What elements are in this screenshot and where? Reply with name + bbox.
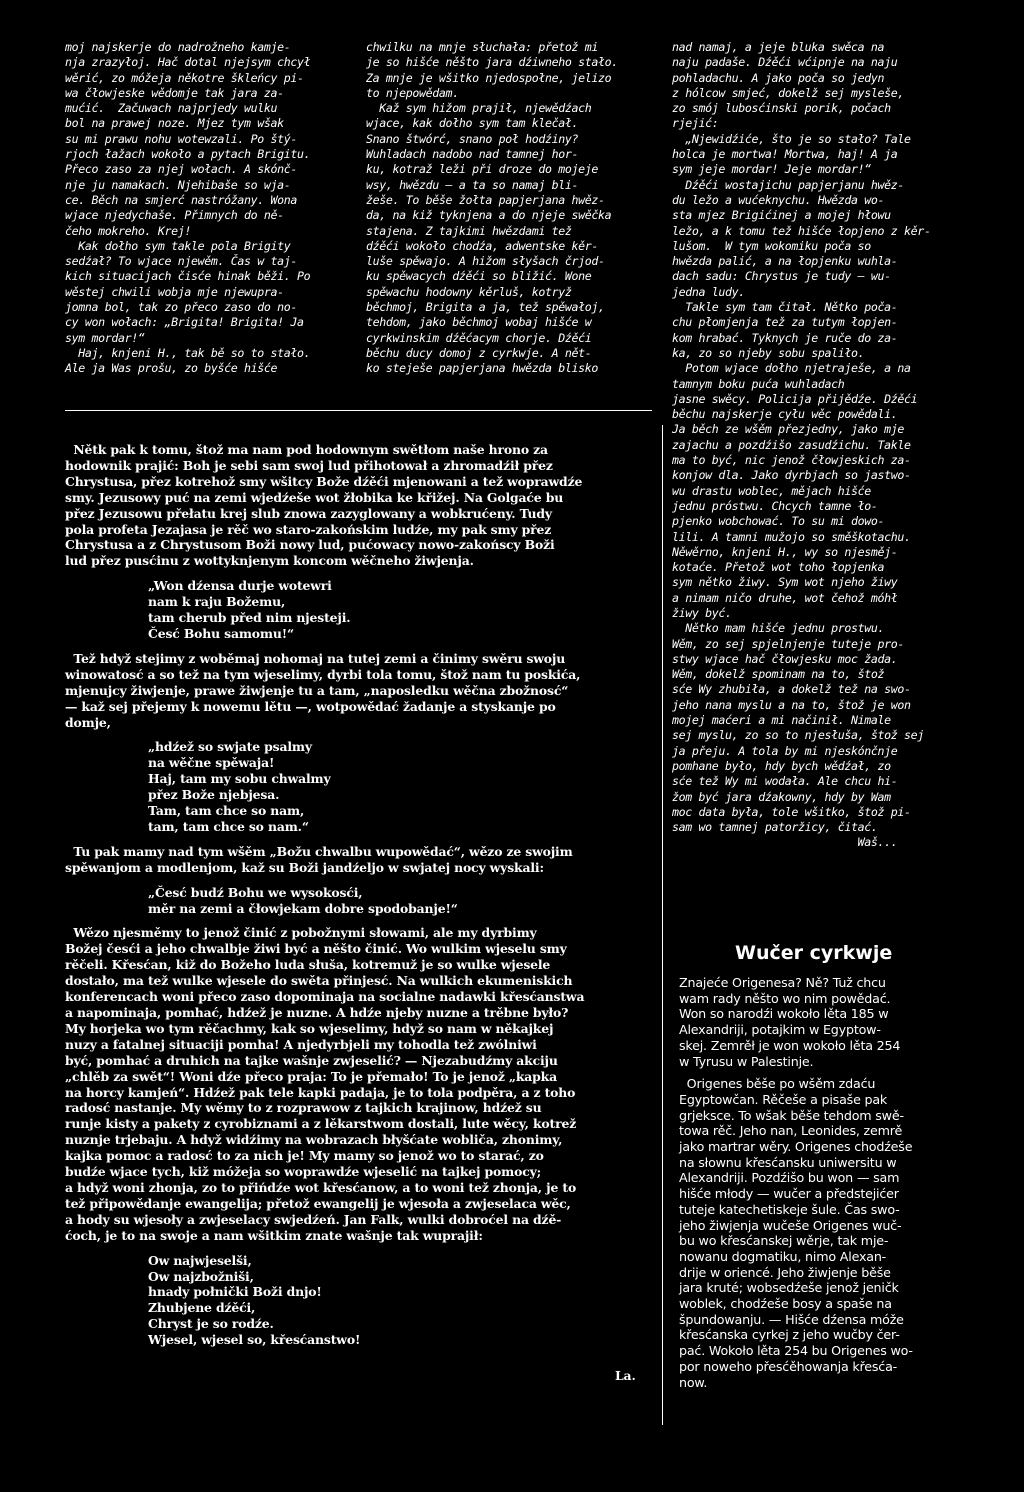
text-line: kajka pomoc a radosć to za nich je! My mamy so jenož wo to starać, zo xyxy=(65,1148,544,1164)
text-line: ku, kotraž leži při droze do mojeje xyxy=(366,162,599,177)
text-line: Takle sym tam čitał. Nětko poča- xyxy=(672,300,898,315)
text-line: Chrystusa a z Chrystusom Boži nowy lud, pućowacy nowo-zakońscy Boži xyxy=(65,537,555,553)
text-line: rjejić: xyxy=(672,116,719,131)
main-verse-2 xyxy=(65,739,655,834)
text-line: nad namaj, a jeje bluka swěca na xyxy=(672,40,885,54)
text-line: sym mordar!“ xyxy=(65,330,145,345)
text-line: Wěm, dokelž spominam na to, štož xyxy=(672,667,885,682)
text-line: a hody su wjesoły a zwjeselacy swjedźeń. Jan Falk, wulki dobroćel na dźě- xyxy=(65,1211,562,1227)
text-line: mjenujcy žiwjenje, prawe žiwjenje tu a tam, „naposledku wěčna zbožnosć“ xyxy=(65,682,569,698)
text-line: mućić. Začuwach najprjedy wulku xyxy=(65,101,278,116)
text-line: tam cherub před nim njesteji. xyxy=(148,610,351,626)
text-line: wěstej chwili wobja mje njewupra- xyxy=(65,284,284,299)
text-line: kich situacijach čisće hinak běži. Po xyxy=(65,269,311,284)
text-line: Česć Bohu samomu!“ xyxy=(148,625,295,641)
text-line: Ow najzbožniši, xyxy=(148,1268,254,1284)
text-line: bu wo křesćanskej wěrje, tak mje- xyxy=(679,1233,889,1249)
text-line: tuteje katechetiskeje šule. Čas swo- xyxy=(679,1201,900,1217)
text-line: Snano štwórć, snano poł hodźiny? xyxy=(366,131,579,146)
text-line: holca je mortwa! Mortwa, haj! A ja xyxy=(672,147,898,162)
text-line: sej myslu, zo so to njesłuša, štož sej xyxy=(672,728,924,743)
main-paragraph-4 xyxy=(65,925,655,1243)
text-line: du ležo a wućeknychu. Hwězda wo- xyxy=(672,192,885,207)
text-line: runje kisty a pakety z cyrobiznami a z lěkarstwom dostali, lute wěcy, kotrež xyxy=(65,1116,577,1132)
text-line: a hdyž woni zhonja, zo to přińdźe wot křesćanow, a to woni tež zhonja, je to xyxy=(65,1179,577,1195)
text-line: přez Bože njebjesa. xyxy=(148,787,280,803)
text-line: „Won dźensa durje wotewri xyxy=(148,578,332,594)
text-line: Alexandriji, potajkim w Egyptow- xyxy=(679,1022,881,1038)
main-paragraph-2 xyxy=(65,651,655,731)
text-line: My horjeka wo tym rěčachmy, kak so wjeselimy, hdyž so nam w někajkej xyxy=(65,1020,554,1036)
text-line: chu płomjenja tež za tutym łopjen- xyxy=(672,315,898,330)
text-line: sym nětko žiwy. Sym wot njeho žiwy xyxy=(672,575,898,590)
text-line: pomhane było, hdy bych wědźał, zo xyxy=(672,758,891,773)
text-line: — kaž sej přejemy k nowemu lětu —, wotpowědać žadanje a styskanje po xyxy=(65,698,556,714)
text-line: stwy wjace hač čłowjesku moc žada. xyxy=(672,651,898,666)
text-line: dźěći wokoło chodźa, adwentske kěr- xyxy=(366,238,599,253)
text-line: budźe wjace tych, kiž móžeja so woprawdźe wjeselić na tajkej pomocy; xyxy=(65,1164,542,1180)
text-line: Nětk pak k tomu, štož ma nam pod hodownym swětłom naše hrono za xyxy=(65,442,548,457)
text-line: Zhubjene dźěći, xyxy=(148,1300,256,1316)
text-line: jedna ludy. xyxy=(672,284,745,299)
text-line: Nětko mam hišće jednu prostwu. xyxy=(672,621,885,636)
text-line: špundowanju. — Hišće dźensa móže xyxy=(679,1311,904,1327)
text-line: žeše. To běše žołta papjerjana hwěz- xyxy=(366,192,605,207)
text-line: winowatosć a so tež na tym wjeselimy, dyrbi tola tomu, štož nam tu poskića, xyxy=(65,666,581,682)
text-line: Waš... xyxy=(672,835,898,850)
vertical-divider xyxy=(662,425,663,1425)
text-line: spěwachu hodowny kěrluš, kotryž xyxy=(366,284,572,299)
text-line: Haj, tam my sobu chwalmy xyxy=(148,771,331,787)
text-line: ko steješe papjerjana hwězda blisko xyxy=(366,361,599,376)
text-line: ja přeju. A tola by mi njeskónčnje xyxy=(672,743,898,758)
text-line: Něwěrno, knjeni H., wy so njesměj- xyxy=(672,544,898,559)
text-line: sedźał? To wjace njewěm. Čas w taj- xyxy=(65,254,298,269)
main-verse-4 xyxy=(65,1253,655,1348)
text-line: Potom wjace dołho njetraješe, a na xyxy=(672,361,911,376)
text-line: wa čłowjeske wědomje tak jara za- xyxy=(65,85,284,100)
text-line: hišće młody — wučer a předstejićer xyxy=(679,1186,899,1202)
text-line: hodownik prajić: Boh je sebi sam swoj lud přihotował a zhromadźił přez xyxy=(65,457,553,473)
text-line: běchu najskerje cyłu wěc powědali. xyxy=(672,407,898,422)
text-line: na horcy kamjeń“. Hdźež pak tele kapki padaja, je to tola podpěra, a z toho xyxy=(65,1084,576,1100)
text-line: Znajeće Origenesa? Ně? Tuž chcu xyxy=(679,975,886,990)
text-line: jomna bol, tak zo přeco zaso do no- xyxy=(65,300,298,315)
text-line: „hdźež so swjate psalmy xyxy=(148,739,312,755)
text-line: ma to być, nic jenož čłowjeskich za- xyxy=(672,453,911,468)
article-heading: Wučer cyrkwje xyxy=(735,942,893,964)
text-line: Won so narodźi wokoło lěta 185 w xyxy=(679,1006,889,1022)
text-line: su mi prawu nohu wotewzali. Po štý- xyxy=(65,131,298,146)
text-line: zajachu a pozdźišo zasudźichu. Takle xyxy=(672,437,911,452)
column-middle-italic xyxy=(366,40,652,377)
text-line: kotaće. Přetož wot toho łopjenka xyxy=(672,560,885,575)
text-line: na słownu křesćansku uniwersitu w xyxy=(679,1154,897,1170)
text-line: grjeksce. To wšak běše tehdom swě- xyxy=(679,1107,904,1123)
text-line: na wěčne spěwaja! xyxy=(148,755,275,771)
text-line: ku spěwacych dźěći so bližić. Wone xyxy=(366,269,592,284)
text-line: dostało, ma tež wulke wjesele do swěta přinjesć. Na wulkich ekumeniskich xyxy=(65,973,573,989)
text-line: Chryst je so rodźe. xyxy=(148,1316,274,1332)
text-line: Ale ja Was prošu, zo byšće hišće xyxy=(65,361,278,376)
text-line: nja zrazyłoj. Hač dotal njejsym chcył xyxy=(65,55,311,70)
column-right-article xyxy=(679,975,969,1390)
text-line: nowanu dogmatiku, nimo Alexan- xyxy=(679,1248,887,1264)
column-right-italic xyxy=(672,40,967,851)
text-line: Tam, tam chce so nam, xyxy=(148,803,305,819)
text-line: spěwanjom a modlenjom, kaž su Boži jandźeljo w swjatej nocy wyskali: xyxy=(65,859,544,875)
text-line: rěčeli. Křesćan, kiž do Božeho luda słuša, kotremuž je so wulke wjesele xyxy=(65,957,551,973)
text-line: moc data była, tole wšitko, štož pi- xyxy=(672,804,911,819)
text-line: wu drastu woblec, mějach hišće xyxy=(672,483,871,498)
text-line: Alexandriji. Pozdźišo bu won — sam xyxy=(679,1170,900,1186)
text-line: por noweho přesćěhowanja křesća- xyxy=(679,1358,898,1374)
text-line: běchu ducy domoj z cyrkwje. A nět- xyxy=(366,345,592,360)
text-line: Ja běch ze wšěm přezjedny, jako mje xyxy=(672,422,905,437)
text-line: da, na kiž tyknjena a do njeje swěčka xyxy=(366,208,612,223)
horizontal-divider xyxy=(65,410,652,411)
text-line: „chlěb za swět“! Woni dźe přeco praja: To je přemało! To je jenož „kapka xyxy=(65,1068,557,1084)
text-line: hwězda palić, a na łopjenku wuhla- xyxy=(672,254,898,269)
text-line: pać. Wokoło lěta 254 bu Origenes wo- xyxy=(679,1343,913,1359)
text-line: radosć nastanje. My wěmy to z rozprawow z tajkich krajinow, hdźež su xyxy=(65,1100,542,1116)
text-line: žom być jara dźakowny, hdy by Wam xyxy=(672,789,891,804)
text-line: cy won wołach: „Brigita! Brigita! Ja xyxy=(65,315,304,330)
text-line: Tež hdyž stejimy z woběmaj nohomaj na tutej zemi a činimy swěru swoju xyxy=(65,650,566,666)
text-line: kom hrabać. Tyknych je ruče do za- xyxy=(672,330,898,345)
main-verse-1 xyxy=(65,578,655,642)
text-line: bol na prawej noze. Mjez tym wšak xyxy=(65,116,284,131)
text-line: přez Jezusowu přełatu krej slub znowa zazyglowany a wobkrućeny. Tudy xyxy=(65,505,552,521)
text-line: jara kruté; wobsedźeše jenož jeničk xyxy=(679,1280,899,1296)
text-line: Chrystusa, přez kotrehož smy wšitcy Bože dźěći mjenowani a tež woprawdźe xyxy=(65,473,583,489)
text-line: pohladachu. A jako poča so jedyn xyxy=(672,70,885,85)
text-line: wam rady něšto wo nim powědać. xyxy=(679,990,891,1006)
main-paragraph-1 xyxy=(65,442,655,569)
text-line: jasne swěcy. Policija přijědźe. Dźěći xyxy=(672,391,918,406)
text-line: nje ju namakach. Njehibaše so wja- xyxy=(65,177,291,192)
column-left-italic xyxy=(65,40,350,377)
text-line: Dźěći wostajichu papjerjanu hwěz- xyxy=(672,177,905,192)
text-line: woblek, chodźeše bosy a spaše na xyxy=(679,1296,892,1312)
text-line: lud přez pusćinu z wottyknjenym koncom wěčneho žiwjenja. xyxy=(65,553,474,569)
text-line: skej. Zemrěł je won wokoło lěta 254 xyxy=(679,1037,901,1053)
text-line: sće Wy zhubiła, a dokelž tež na swo- xyxy=(672,682,911,697)
text-line: Tu pak mamy nad tym wšěm „Božu chwalbu wupowědać“, wězo ze swojim xyxy=(65,843,573,859)
text-line: tamnym boku puća wuhladach xyxy=(672,376,845,391)
text-line: rjoch łažach wokoło a pytach Brigitu. xyxy=(65,147,311,162)
text-line: a nimam ničo druhe, wot čehož móhł xyxy=(672,590,898,605)
text-line: smy. Jezusowy puć na zemi wjedźeše wot žłobika ke křižej. Na Golgaće bu xyxy=(65,489,564,505)
text-line: pjenko wobchować. To su mi dowo- xyxy=(672,514,885,529)
text-line: nam k raju Božemu, xyxy=(148,594,286,610)
text-line: ka, zo so njeby sobu spaliło. xyxy=(672,345,865,360)
text-line: sće tež Wy mi wodała. Ale chcu hi- xyxy=(672,774,898,789)
text-line: tam, tam chce so nam.“ xyxy=(148,818,309,834)
text-line: Za mnje je wšitko njedospołne, jelizo xyxy=(366,70,612,85)
text-line: Wěm, zo sej spjelnjenje tuteje pro- xyxy=(672,636,905,651)
text-line: w Tyrusu w Palestinje. xyxy=(679,1053,814,1069)
text-line: Ow najwjeselši, xyxy=(148,1252,252,1268)
text-line: hnady połnički Boži dnjo! xyxy=(148,1284,322,1300)
text-line: konferencach woni přeco zaso dopominaja na socialne nadawki křesćanstwa xyxy=(65,989,585,1005)
author-signature: La. xyxy=(615,1368,636,1383)
text-line: sym jeje mordar! Jeje mordar!“ xyxy=(672,162,871,177)
text-line: pola profeta Jezajasa je rěč wo staro-zakońskim ludźe, my pak smy přez xyxy=(65,521,552,537)
text-line: Přeco zaso za njej wołach. A skónč- xyxy=(65,162,298,177)
text-line: luše spěwajo. A hižom słyšach črjod- xyxy=(366,254,605,269)
text-line: wěrić, zo móžeja někotre škleńcy pi- xyxy=(65,70,304,85)
text-line: jako martrar wěry. Origenes chodźeše xyxy=(679,1139,913,1155)
main-article xyxy=(65,442,655,1383)
text-line: zo smój lubosćinski porik, počach xyxy=(672,101,891,116)
text-line: konjow dla. Jako dyrbjach so jastwo- xyxy=(672,468,911,483)
text-line: Haj, knjeni H., tak bě so to stało. xyxy=(65,345,311,360)
text-line: ležo, a k tomu tež hišće łopjeno z kěr- xyxy=(672,223,931,238)
text-line: naju padaše. Dźěći wćipnje na naju xyxy=(672,55,898,70)
text-line: Egyptowčan. Rěčeše a pisaše pak xyxy=(679,1091,888,1107)
text-line: žiwy być. xyxy=(672,605,732,620)
text-line: čeho mokreho. Krej! xyxy=(65,223,191,238)
text-line: tež připowědanje ewangelija; přetož ewangelij je wjesoła a zwjeselaca wěc, xyxy=(65,1195,571,1211)
text-line: ce. Běch na smjerć nastróžany. Wona xyxy=(65,192,298,207)
text-line: měr na zemi a čłowjekam dobre spodobanje!“ xyxy=(148,900,458,916)
text-line: Kaž sym hižom prajił, njewědźach xyxy=(366,101,592,116)
text-line: Origenes běše po wšěm zdaću xyxy=(679,1076,876,1092)
text-line: jeho nana myslu a na to, štož je won xyxy=(672,697,911,712)
text-line: lušom. W tym wokomiku poča so xyxy=(672,238,871,253)
text-line: Wjesel, wjesel so, křesćanstwo! xyxy=(148,1332,361,1348)
text-line: stajena. Z tajkimi hwězdami tež xyxy=(366,223,572,238)
text-line: jednu próstwu. Chcych tamne ło- xyxy=(672,498,878,513)
text-line: nuzy a fatalnej situaciji pomha! A njedyrbjeli my tohodla tež zwólniwi xyxy=(65,1036,537,1052)
text-line: wsy, hwězdu — a ta so namaj bli- xyxy=(366,177,579,192)
text-line: chwilku na mnje słuchała: přetož mi xyxy=(366,40,599,54)
text-line: cyrkwinskim dźěćacym chorje. Dźěći xyxy=(366,330,592,345)
text-line: a napominaja, pomhać, hdźež je nuzne. A hdźe njeby nuzne a trěbne było? xyxy=(65,1005,569,1020)
text-line: wjace njedychaše. Přimnych do ně- xyxy=(65,208,284,223)
text-line: jeho žiwjenja wučeše Origenes wuč- xyxy=(679,1217,902,1233)
text-line: mojej maćeri a mi načinił. Nimale xyxy=(672,713,891,728)
text-line: to njepowědam. xyxy=(366,85,459,100)
text-line: „Česć budź Bohu we wysokosći, xyxy=(148,884,363,900)
text-line: być, pomhać a druhich na tajke wašnje zwjeselić? — Njezabudźmy akciju xyxy=(65,1052,558,1068)
text-line: towa rěč. Jeho nan, Leonides, zemrě xyxy=(679,1123,903,1139)
text-line: Wuhladach nadobo nad tamnej hor- xyxy=(366,147,579,162)
text-line: sam wo tamnej patoržicy, čitać. xyxy=(672,820,878,835)
text-line: Wězo njesměmy to jenož činić z pobožnymi słowami, ale my dyrbimy xyxy=(65,925,537,941)
text-line: z hólcow smjeć, dokelž sej mysleše, xyxy=(672,85,905,100)
text-line: moj najskerje do nadrožneho kamje- xyxy=(65,40,291,54)
text-line: now. xyxy=(679,1374,708,1390)
right-article-paragraph-1 xyxy=(679,975,969,1069)
text-line: sta mjez Brigićinej a mojej hłowu xyxy=(672,208,891,223)
text-line: „Njewidźiće, što je so stało? Tale xyxy=(672,131,911,146)
text-line: Božej česći a jeho chwalbje žiwi być a něšto činić. Wo wulkim wjeselu smy xyxy=(65,941,567,957)
text-line: běchmoj, Brigita a ja, tež spěwałoj, xyxy=(366,300,605,315)
text-line: wjace, kak dołho sym tam klečał. xyxy=(366,116,579,131)
text-line: Kak dołho sym takle pola Brigity xyxy=(65,238,291,253)
text-line: ćoch, je to na swoje a nam wšitkim znate wašnje tak wuprajił: xyxy=(65,1227,483,1243)
text-line: dach sadu: Chrystus je tudy — wu- xyxy=(672,269,891,284)
text-line: tehdom, jako běchmoj wobaj hišće w xyxy=(366,315,592,330)
text-line: drije w oriencé. Jeho žiwjenje běše xyxy=(679,1264,891,1280)
main-paragraph-3 xyxy=(65,844,655,876)
main-verse-3 xyxy=(65,885,655,917)
text-line: je so hišće něšto jara dźiwneho stało. xyxy=(366,55,618,70)
text-line: křesćanska cyrkej z jeho wučby čer- xyxy=(679,1327,900,1343)
text-line: lili. A tamni mužojo so směškotachu. xyxy=(672,529,911,544)
right-article-paragraph-2 xyxy=(679,1076,969,1390)
text-line: domje, xyxy=(65,714,111,730)
text-line: nuznje trjebaju. A hdyž widźimy na wobrazach błyšćate wobliča, zhonimy, xyxy=(65,1132,563,1148)
